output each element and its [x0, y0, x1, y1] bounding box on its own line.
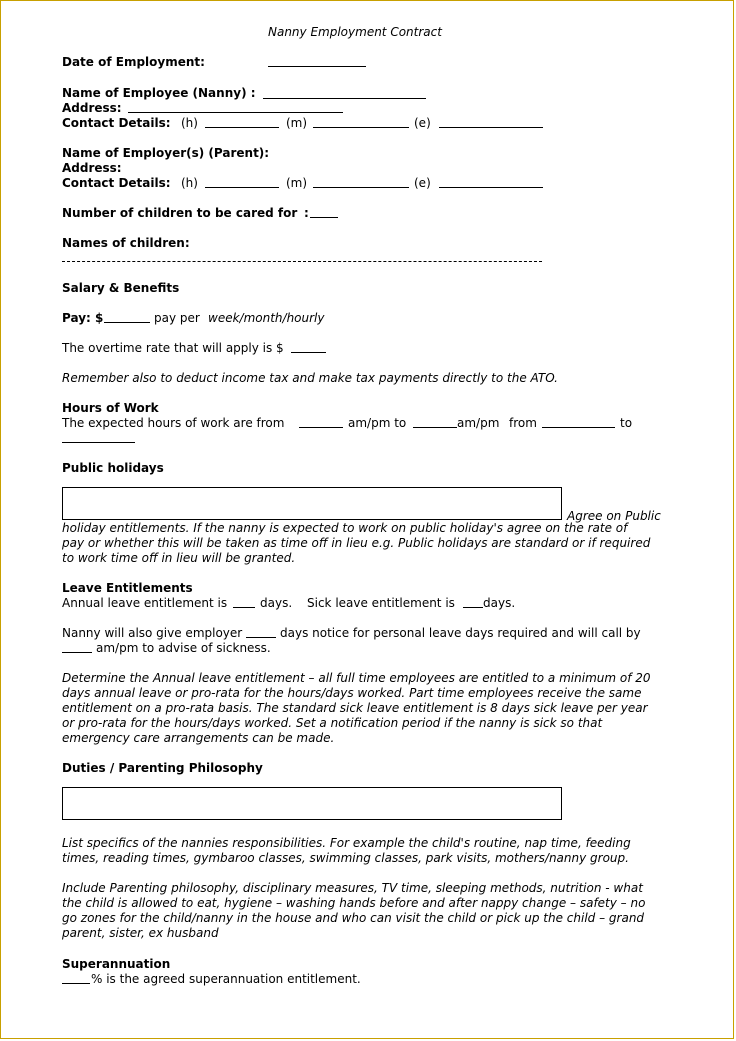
leave-note-line: or pro-rata for the hours/days worked. Set a notification period if the nanny is sick so that — [62, 716, 603, 730]
duties-note-line: parent, sister, ex husband — [62, 926, 219, 940]
duties-note-1 — [62, 836, 631, 866]
superannuation-percent-field[interactable] — [62, 972, 90, 984]
hours-to-label: to — [620, 416, 633, 430]
employer-address-label: Address: — [62, 161, 122, 175]
notice-call-text: am/pm to advise of sickness. — [96, 641, 271, 655]
tax-note: Remember also to deduct income tax and make tax payments directly to the ATO. — [62, 371, 558, 385]
hours-from-day-field[interactable] — [542, 416, 615, 428]
employee-contact-m-field[interactable] — [313, 116, 409, 128]
public-holidays-note-line: to work time off in lieu will be granted. — [62, 551, 296, 565]
duties-heading: Duties / Parenting Philosophy — [62, 761, 263, 775]
public-holidays-note-line: holiday entitlements. If the nanny is expected to work on public holiday's agree on the rate of — [62, 521, 628, 535]
hours-to-field[interactable] — [413, 416, 457, 428]
leave-note-line: Determine the Annual leave entitlement – all full time employees are entitled to a minimum of 20 — [62, 671, 651, 685]
children-names-label: Names of children: — [62, 236, 190, 250]
sick-leave-days-label: days. — [483, 596, 516, 610]
leave-heading: Leave Entitlements — [62, 581, 193, 595]
annual-leave-label: Annual leave entitlement is — [62, 596, 228, 610]
employee-contact-e-label: (e) — [414, 116, 431, 130]
annual-leave-days-field[interactable] — [233, 596, 255, 608]
pay-per-label: pay per — [154, 311, 200, 325]
hours-from-label: from — [509, 416, 537, 430]
employer-contact-e-label: (e) — [414, 176, 431, 190]
duties-note-line: times, reading times, gymbaroo classes, swimming classes, park visits, mothers/nanny group. — [62, 851, 629, 865]
pay-period-options: week/month/hourly — [208, 311, 325, 325]
notice-label: Nanny will also give employer — [62, 626, 243, 640]
pay-label: Pay: $ — [62, 311, 104, 325]
employee-contact-h-label: (h) — [181, 116, 198, 130]
hours-from-field[interactable] — [299, 416, 343, 428]
employee-contact-label: Contact Details: — [62, 116, 171, 130]
notice-days-text: days notice for personal leave days required and will call by — [280, 626, 641, 640]
hours-heading: Hours of Work — [62, 401, 159, 415]
sick-leave-days-field[interactable] — [463, 596, 483, 608]
salary-heading: Salary & Benefits — [62, 281, 180, 295]
duties-note-line: Include Parenting philosophy, disciplinary measures, TV time, sleeping methods, nutrition - what — [62, 881, 643, 895]
employer-contact-m-label: (m) — [286, 176, 308, 190]
children-count-colon: : — [304, 206, 309, 220]
leave-note-line: days annual leave or pro-rata for the hours/days worked. Part time employees receive the same — [62, 686, 642, 700]
employee-address-field[interactable] — [128, 101, 343, 113]
employee-contact-m-label: (m) — [286, 116, 308, 130]
overtime-rate-field[interactable] — [291, 341, 326, 353]
hours-text: The expected hours of work are from — [62, 416, 285, 430]
leave-note-line: entitlement on a pro-rata basis. The standard sick leave entitlement is 8 days sick leave per year — [62, 701, 648, 715]
superannuation-heading: Superannuation — [62, 957, 171, 971]
employee-name-label: Name of Employee (Nanny) : — [62, 86, 256, 100]
employee-name-field[interactable] — [263, 87, 426, 99]
date-of-employment-row — [62, 55, 205, 70]
hours-to-day-field[interactable] — [62, 431, 135, 443]
employer-contact-label: Contact Details: — [62, 176, 171, 190]
annual-leave-days-label: days. — [260, 596, 293, 610]
pay-amount-field[interactable] — [104, 311, 150, 323]
date-of-employment-label: Date of Employment: — [62, 55, 205, 69]
document-title: Nanny Employment Contract — [268, 25, 442, 39]
children-count-label: Number of children to be cared for — [62, 206, 298, 220]
public-holidays-note-line: pay or whether this will be taken as time off in lieu e.g. Public holidays are standard or if required — [62, 536, 651, 550]
public-holidays-input-box[interactable] — [62, 487, 562, 520]
employer-contact-e-field[interactable] — [439, 176, 543, 188]
children-count-field[interactable] — [310, 206, 338, 218]
employee-contact-h-field[interactable] — [205, 116, 279, 128]
duties-note-line: the child is allowed to eat, hygiene – washing hands before and after nappy change – safety – no — [62, 896, 646, 910]
employer-name-label: Name of Employer(s) (Parent): — [62, 146, 270, 160]
duties-note-2 — [62, 881, 645, 941]
notice-days-field[interactable] — [246, 626, 276, 638]
hours-ampm: am/pm — [457, 416, 500, 430]
leave-note-line: emergency care arrangements can be made. — [62, 731, 335, 745]
superannuation-text: % is the agreed superannuation entitlement. — [91, 972, 361, 986]
hours-ampm-to: am/pm to — [348, 416, 407, 430]
duties-input-box[interactable] — [62, 787, 562, 820]
employer-contact-h-field[interactable] — [205, 176, 279, 188]
employee-contact-e-field[interactable] — [439, 116, 543, 128]
public-holidays-note-start: Agree on Public — [567, 509, 661, 523]
employee-address-label: Address: — [62, 101, 122, 115]
duties-note-line: List specifics of the nannies responsibilities. For example the child's routine, nap time, feeding — [62, 836, 631, 850]
duties-note-line: go zones for the child/nanny in the house and who can visit the child or pick up the child – grand — [62, 911, 645, 925]
date-of-employment-field[interactable] — [268, 55, 366, 67]
employer-contact-h-label: (h) — [181, 176, 198, 190]
children-names-field[interactable] — [62, 261, 542, 262]
leave-note — [62, 671, 651, 746]
call-by-time-field[interactable] — [62, 641, 92, 653]
sick-leave-label: Sick leave entitlement is — [307, 596, 455, 610]
employer-contact-m-field[interactable] — [313, 176, 409, 188]
overtime-label: The overtime rate that will apply is $ — [62, 341, 284, 355]
public-holidays-heading: Public holidays — [62, 461, 164, 475]
